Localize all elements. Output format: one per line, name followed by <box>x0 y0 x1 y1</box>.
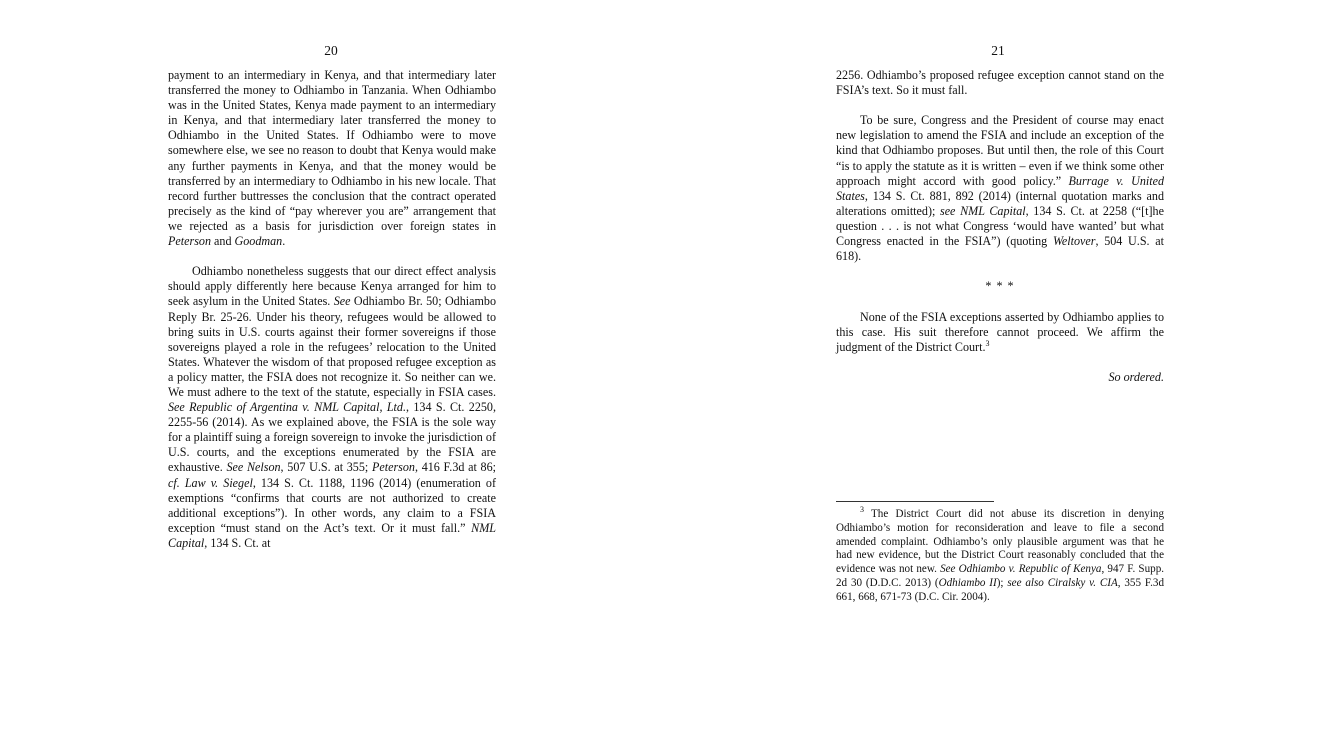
body-paragraph <box>836 113 1164 264</box>
text-run: , 134 S. Ct. 1188, 1196 (2014) (enumeration of exemptions “confirms that courts are not authorized to create additional exceptions”). In other words, any claim to a FSIA exception “must stand on the Act’s text. Or it must fall.” <box>168 475 496 535</box>
text-run: The District Court did not abuse its discretion in denying Odhiambo’s motion for reconsideration and leave to file a second amended complaint. Odhiambo’s only plausible argument was that he had new evidence, but the District Court reasonably concluded that the evidence was not new. <box>836 508 1164 576</box>
text-run: , 416 F.3d at 86; <box>414 460 496 475</box>
text-run: , 134 S. Ct. at 2258 (“[t]he question . . . is not what Congress ‘would have wanted’ but what Congress enacted in the FSIA”) (quoting <box>836 203 1164 249</box>
text-run: payment to an intermediary in Kenya, and that intermediary later transferred the money to Odhiambo in Tanzania. When Odhiambo was in the United States, Kenya made payment to an intermediary in Kenya, and that intermediary later transferred the money to Odhiambo in the United States. If Odhiambo were to move somewhere else, we see no reason to doubt that Kenya would make any further payments in Kenya, and that the money would be transferred by an intermediary to Odhiambo in his new locale. That record further buttresses the conclusion that the contract operated precisely as the kind of “pay wherever you are” arrangement that we rejected as a basis for jurisdiction over foreign states in <box>168 68 496 233</box>
citation-italic: See Republic of Argentina v. NML Capital, Ltd. <box>168 400 406 415</box>
paragraph-text: None of the FSIA exceptions asserted by Odhiambo applies to this case. His suit therefore cannot proceed. We affirm the judgment of the District Court. <box>836 309 1164 354</box>
citation-italic: cf. Law v. Siegel <box>168 475 253 490</box>
text-run: , 355 F.3d 661, 668, 671-73 (D.C. Cir. 2004). <box>836 576 1165 603</box>
body-paragraph <box>836 310 1164 355</box>
text-run: Odhiambo Br. 50; Odhiambo Reply Br. 25-26. Under his theory, refugees would be allowed to bring suits in U.S. courts against their former sovereigns if those sovereigns played a role in the refugees’ relocation to the United States. Whatever the wisdom of that proposed refugee exception as a policy matter, the FSIA does not recognize it. So neither can we. We must adhere to the text of the statute, especially in FSIA cases. <box>168 294 496 399</box>
footnote-text <box>836 505 1165 605</box>
page-number: 21 <box>991 43 1005 58</box>
citation-italic: NML Capital <box>168 520 496 550</box>
text-run: ); <box>996 576 1008 589</box>
footnote-reference[interactable]: 3 <box>985 338 990 348</box>
text-run: and <box>211 234 235 249</box>
footnote-body <box>836 508 1164 603</box>
page-body <box>836 68 1164 400</box>
footnote-divider <box>836 501 994 502</box>
page-body <box>168 68 496 551</box>
page-number: 20 <box>324 43 338 58</box>
citation-italic: See Odhiambo v. Republic of Kenya <box>940 563 1102 576</box>
body-paragraph <box>168 264 496 551</box>
text-run: , 134 S. Ct. 881, 892 (2014) (internal quotation marks and alterations omitted); <box>836 188 1164 218</box>
citation-italic: See <box>333 294 351 309</box>
citation-italic: see also Ciralsky v. CIA <box>1007 576 1118 589</box>
citation-italic: See Nelson <box>226 460 281 475</box>
citation-italic: Peterson <box>371 460 415 475</box>
citation-italic: Weltover <box>1052 234 1096 249</box>
closing-line: So ordered. <box>1108 369 1164 384</box>
text-run: , 504 U.S. at 618). <box>836 234 1164 264</box>
body-paragraph: 2256. Odhiambo’s proposed refugee exception cannot stand on the FSIA’s text. So it must fall. <box>836 68 1164 98</box>
citation-italic: Burrage v. United States <box>836 173 1164 203</box>
text-run: , 507 U.S. at 355; <box>280 460 372 475</box>
footnote <box>836 505 1165 605</box>
page-right <box>666 0 1332 752</box>
citation-italic: see NML Capital <box>939 203 1026 218</box>
text-run: . <box>282 234 286 249</box>
citation-italic: Goodman <box>234 234 283 249</box>
text-run: To be sure, Congress and the President of course may enact new legislation to amend the FSIA and include an exception of the kind that Odhiambo proposes. But until then, the role of this Court “is to apply the statute as it is written – even if we think some other approach might accord with good policy.” <box>836 113 1164 188</box>
citation-italic: Peterson <box>168 234 211 249</box>
text-run: Odhiambo nonetheless suggests that our direct effect analysis should apply differently here because Kenya arranged for him to seek asylum in the United States. <box>168 264 496 309</box>
text-run: , 134 S. Ct. 2250, 2255-56 (2014). As we explained above, the FSIA is the sole way for a plaintiff suing a foreign sovereign to invoke the jurisdiction of U.S. courts, and the exceptions enumerated by the FSIA are exhaustive. <box>168 400 496 475</box>
citation-italic: Odhiambo II <box>938 576 997 589</box>
footnote-marker: 3 <box>860 505 864 514</box>
section-break: * * * <box>985 279 1015 294</box>
text-run: , 134 S. Ct. at <box>204 535 271 550</box>
text-run: , 947 F. Supp. 2d 30 (D.D.C. 2013) ( <box>836 563 1165 589</box>
body-paragraph <box>168 68 496 249</box>
